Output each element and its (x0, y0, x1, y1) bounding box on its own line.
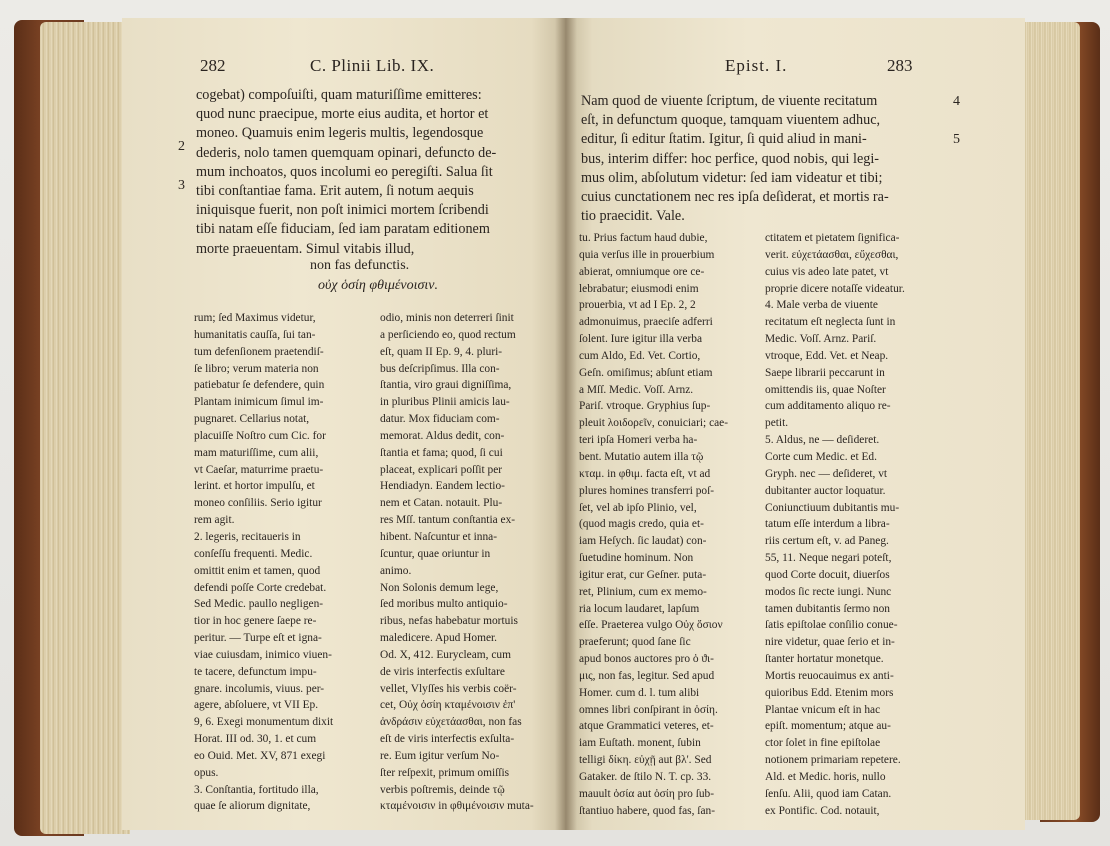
text-line: mus olim, abſolutum videtur: ſed iam videatur et tibi; (581, 169, 883, 186)
note-line: lebrabatur; eiusmodi enim (579, 282, 699, 295)
note-line: Hendiadyn. Eandem lectio- (380, 480, 505, 493)
note-line: moneo conſiliis. Serio igitur (194, 497, 322, 510)
note-line: bent. Mutatio autem illa τῷ (579, 450, 704, 463)
note-line: Medic. Voſſ. Arnz. Pariſ. (765, 333, 877, 346)
note-line: ex Pontific. Cod. notauit, (765, 804, 880, 817)
note-line: mam maturiſſime, cum alii, (194, 446, 319, 459)
note-line: ribus, nefas habebatur mortuis (380, 615, 518, 628)
note-line: 2. legeris, recitaueris in (194, 530, 301, 543)
note-line: ret, Plinium, cum ex memo- (579, 585, 707, 598)
note-line: re. Eum igitur verſum No- (380, 749, 500, 762)
note-line: mauult ὁσία aut ὁσίη pro ſub- (579, 787, 715, 800)
note-line: Non Solonis demum lege, (380, 581, 499, 594)
text-line: tibi natam eſſe fiduciam, ſed iam paratam editionem (196, 221, 490, 238)
note-line: eo Ouid. Met. XV, 871 exegi (194, 749, 326, 762)
note-line: cet, Οὐχ ὁσίη κταμένοισιν ἐπ' (380, 699, 516, 712)
note-line: eſt, quam II Ep. 9, 4. pluri- (380, 345, 503, 358)
note-line: ſter reſpexit, primum omiſſis (380, 766, 510, 779)
note-line: 5. Aldus, ne — deſideret. (765, 434, 880, 447)
note-line: Saepe librarii peccarunt in (765, 366, 885, 379)
note-line: petit. (765, 417, 789, 430)
note-line: (quod magis credo, quia et- (579, 518, 704, 531)
note-line: humanitatis cauſſa, ſui tan- (194, 328, 316, 341)
note-line: Od. X, 412. Eurycleam, cum (380, 648, 511, 661)
note-line: ſtanter hortatur monetque. (765, 653, 884, 666)
note-line: omnes libri conſpirant in ὁσίη. (579, 703, 718, 716)
note-line: gnare. incolumis, viuus. per- (194, 682, 325, 695)
note-line: ſenſu. Alii, quod iam Catan. (765, 787, 892, 800)
note-line: defendi poſſe Corte credebat. (194, 581, 327, 594)
note-line: 9, 6. Exegi monumentum dixit (194, 716, 334, 729)
note-line: Gryph. nec — deſideret, vt (765, 467, 888, 480)
note-line: datur. Mox fiduciam com- (380, 413, 500, 426)
note-line: proprie dicere notaſſe videatur. (765, 282, 905, 295)
text-line: quod nunc praecipue, morte eius audita, et hortor et (196, 106, 489, 123)
left-page (122, 18, 567, 830)
note-line: pleuit λοιδορεῖν, conuiciari; cae- (579, 417, 729, 430)
note-line: a perſiciendo eo, quod rectum (380, 328, 516, 341)
text-line: tibi conſtantiae fama. Erit autem, ſi notum aequis (196, 182, 474, 199)
left-page-number: 282 (200, 56, 226, 75)
note-line: ria locum laudaret, lapſum (579, 602, 700, 615)
left-running-head: C. Plinii Lib. IX. (310, 56, 435, 75)
note-line: ſtantia, viro graui digniſſima, (380, 379, 512, 392)
note-line: agere, abſoluere, vt VII Ep. (194, 699, 319, 712)
note-line: κταμ. in φθιμ. facta eſt, vt ad (579, 467, 711, 480)
note-line: ſed moribus multo antiquio- (380, 598, 508, 611)
note-line: cum additamento aliquo re- (765, 400, 891, 413)
note-line: atque Grammatici veteres, et- (579, 720, 714, 733)
note-line: nem et Catan. notauit. Plu- (380, 497, 503, 510)
note-line: hibent. Naſcuntur et inna- (380, 530, 498, 543)
right-page-number: 283 (887, 56, 913, 75)
right-note-column-b (765, 230, 951, 820)
margin-number-2: 2 (178, 139, 185, 154)
note-line: vtroque, Edd. Vet. et Neap. (765, 349, 889, 362)
note-line: te tacere, defunctum impu- (194, 665, 317, 678)
note-line: maledicere. Apud Homer. (380, 632, 498, 645)
note-line: cum Aldo, Ed. Vet. Cortio, (579, 349, 701, 362)
note-line: tamen dubitantis ſermo non (765, 602, 890, 615)
note-line: tior in hoc genere ſaepe re- (194, 615, 317, 628)
note-line: Pariſ. vtroque. Gryphius ſup- (579, 400, 711, 413)
note-line: opus. (194, 766, 219, 779)
note-line: 55, 11. Neque negari poteſt, (765, 552, 892, 565)
note-line: quod Corte docuit, diuerſos (765, 568, 890, 581)
text-line: tio praecidit. Vale. (581, 208, 685, 225)
note-line: Plantam inimicum ſimul im- (194, 396, 324, 409)
text-line: cuius cunctationem nec res ipſa deſiderat, et mortis ra- (581, 188, 889, 205)
note-line: patiebatur ſe defendere, quin (194, 379, 325, 392)
note-line: ſcuntur, quae oriuntur in (380, 547, 491, 560)
note-line: ἀνδράσιν εὐχετάασθαι, non fas (380, 716, 522, 729)
note-line: bus deſcripſimus. Illa con- (380, 362, 500, 375)
text-line: bus, interim differ: hoc perfice, quod nobis, qui legi- (581, 150, 879, 167)
note-line: ſolent. Iure igitur illa verba (579, 333, 703, 346)
note-line: Ald. et Medic. horis, nullo (765, 771, 886, 783)
note-line: placuiſſe Noſtro cum Cic. for (194, 429, 326, 442)
note-line: tu. Prius factum haud dubie, (579, 232, 708, 244)
note-line: modos ſic recte iungi. Nunc (765, 585, 892, 598)
note-line: verit. εὐχετάασθαι, εὔχεσθαι, (765, 248, 899, 261)
note-line: placeat, explicari poſſit per (380, 463, 503, 476)
note-line: rem agit. (194, 514, 235, 527)
verse-latin: non fas defunctis. (310, 258, 410, 273)
note-line: ſtantiuo habere, quod fas, ſan- (579, 804, 716, 817)
note-line: verbis poſtremis, deinde τῷ (380, 783, 505, 796)
note-line: Mortis reuocauimus ex anti- (765, 669, 894, 682)
note-line: notionem primariam repetere. (765, 754, 901, 767)
note-line: ſtantia et fama; quod, ſi cui (380, 446, 503, 459)
right-main-text (581, 92, 889, 226)
note-line: tatum eſſe interdum a libra- (765, 518, 890, 531)
left-note-column-a (194, 310, 376, 815)
note-line: μις, non fas, legitur. Sed apud (579, 669, 715, 682)
note-line: ctitatem et pietatem ſignifica- (765, 232, 900, 244)
text-line: cogebat) compoſuiſti, quam maturiſſime emitteres: (196, 87, 482, 103)
note-line: iam Heſych. ſic laudat) con- (579, 535, 707, 548)
note-line: conſeſſu frequenti. Medic. (194, 547, 313, 560)
text-line: moneo. Quamuis enim legeris multis, legendosque (196, 125, 484, 142)
note-line: Homer. cum d. l. tum alibi (579, 686, 700, 699)
text-line: eſt, in defunctum quoque, tamquam viuentem adhuc, (581, 112, 881, 129)
note-line: omittendis iis, quae Noſter (765, 383, 886, 396)
note-line: iam Euſtath. monent, ſubin (579, 737, 701, 750)
note-line: Gataker. de ſtilo N. T. cp. 33. (579, 771, 712, 783)
right-running-head: Epist. I. (725, 56, 788, 75)
note-line: admonuimus, praeciſe adferri (579, 316, 713, 329)
book-gutter (555, 18, 577, 830)
note-line: Plantae vnicum eſt in hac (765, 703, 881, 716)
note-line: in pluribus Plinii amicis lau- (380, 396, 510, 409)
note-line: ſet, vel ab ipſo Plinio, vel, (579, 501, 697, 514)
note-line: lerint. et hortor impulſu, et (194, 480, 315, 493)
note-line: recitatum eſt neglecta ſunt in (765, 316, 896, 329)
note-line: teri ipſa Homeri verba ha- (579, 434, 698, 447)
note-line: viae cuiusdam, inimico viuen- (194, 648, 332, 661)
left-note-column-b (380, 310, 562, 815)
note-line: ſatis epiſtolae conſilio conue- (765, 619, 898, 632)
note-line: igitur erat, cur Geſner. puta- (579, 568, 707, 581)
note-line: animo. (380, 564, 412, 577)
note-line: a Mſſ. Medic. Voſſ. Arnz. (579, 383, 694, 396)
note-line: omittit enim et tamen, quod (194, 564, 321, 577)
note-line: quioribus Edd. Etenim mors (765, 686, 894, 699)
note-line: odio, minis non deterreri ſinit (380, 312, 514, 324)
note-line: res Mſſ. tantum conſtantia ex- (380, 514, 516, 527)
note-line: Sed Medic. paullo negligen- (194, 598, 324, 611)
margin-number-5: 5 (953, 132, 960, 147)
note-line: riis certum eſt, v. ad Paneg. (765, 535, 889, 548)
note-line: memorat. Aldus dedit, con- (380, 429, 505, 442)
note-line: vt Caeſar, maturrime praetu- (194, 463, 324, 476)
note-line: Geſn. omiſimus; abſunt etiam (579, 366, 713, 379)
text-line: Nam quod de viuente ſcriptum, de viuente recitatum (581, 93, 878, 109)
note-line: ſe libro; verum materia non (194, 362, 319, 375)
note-line: ſuetudine hominum. Non (579, 552, 694, 565)
note-line: ctor ſolet in fine epiſtolae (765, 737, 881, 750)
note-line: cuius vis adeo late patet, vt (765, 265, 889, 278)
margin-number-4: 4 (953, 94, 960, 109)
verse-greek: οὐχ ὁσίη φθιμένοισιν. (318, 278, 438, 293)
note-line: abierat, omniumque ore ce- (579, 265, 705, 278)
note-line: de viris interfectis exſultare (380, 665, 505, 678)
note-line: 4. Male verba de viuente (765, 299, 878, 312)
text-line: dederis, nolo tamen quemquam opinari, defuncto de- (196, 144, 497, 161)
note-line: Horat. III od. 30, 1. et cum (194, 733, 317, 746)
note-line: dubitanter auctor loquatur. (765, 484, 886, 497)
text-line: morte praeuentam. Simul vitabis illud, (196, 240, 415, 257)
right-page (565, 18, 1025, 830)
note-line: eſt de viris interfectis exſulta- (380, 733, 515, 746)
note-line: peritur. — Turpe eſt et igna- (194, 632, 322, 645)
note-line: rum; ſed Maximus videtur, (194, 312, 316, 324)
note-line: vellet, Vlyſſes his verbis coër- (380, 682, 517, 695)
left-main-text (196, 86, 496, 259)
margin-number-3: 3 (178, 178, 185, 193)
note-line: eſſe. Praeterea vulgo Οὐχ ὅσιον (579, 619, 723, 632)
note-line: plures homines transferri poſ- (579, 484, 715, 497)
note-line: praeferunt; quod ſane ſic (579, 636, 691, 649)
right-note-column-a (579, 230, 759, 820)
note-line: prouerbia, vt ad I Ep. 2, 2 (579, 299, 696, 312)
note-line: quia verſus ille in prouerbium (579, 248, 715, 261)
note-line: quae ſe aliorum dignitate, (194, 800, 311, 813)
note-line: Corte cum Medic. et Ed. (765, 450, 877, 463)
note-line: 3. Conſtantia, fortitudo illa, (194, 783, 319, 796)
text-line: iniquisque fuerit, non poſt inimici mortem ſcribendi (196, 202, 489, 219)
note-line: Coniunctiuum dubitantis mu- (765, 501, 900, 514)
note-line: nire videtur, quae ſerio et in- (765, 636, 895, 649)
left-page-edges (40, 22, 130, 834)
text-line: editur, ſi editur ſtatim. Igitur, ſi quid aliud in mani- (581, 131, 867, 148)
note-line: pugnaret. Cellarius notat, (194, 413, 310, 426)
note-line: κταμένοισιν in φθιμένοισιν muta- (380, 800, 534, 813)
note-line: epiſt. momentum; atque au- (765, 720, 891, 733)
note-line: apud bonos auctores pro ὁ ϑι- (579, 653, 714, 666)
text-line: mum inchoatos, quos incolumi eo peregiſti. Salua ſit (196, 163, 493, 180)
note-line: telligi δίκη. εὐχῇ aut βλ'. Sed (579, 754, 712, 767)
note-line: tum defenſionem praetendiſ- (194, 345, 324, 358)
